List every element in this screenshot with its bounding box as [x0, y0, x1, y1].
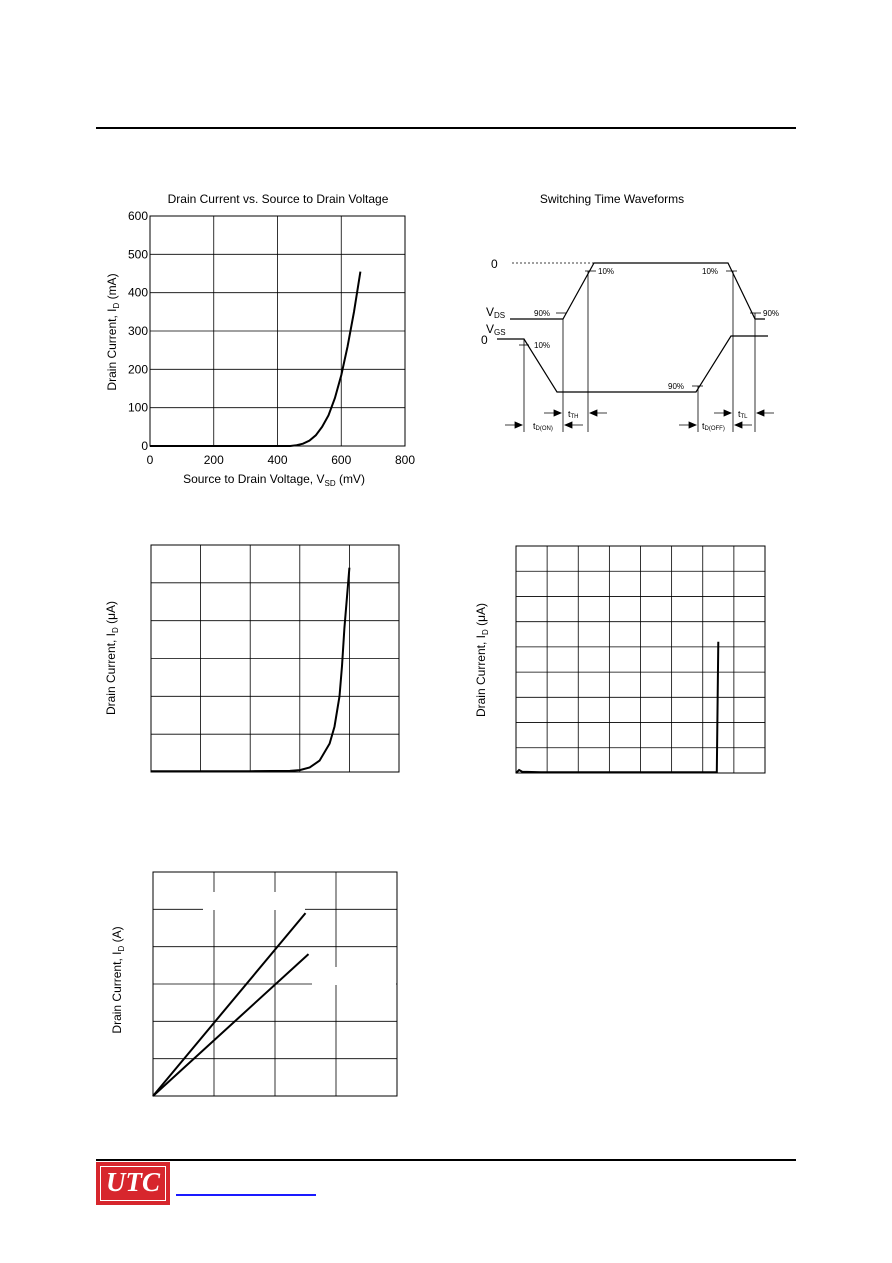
chart1-x-ticks [147, 453, 416, 467]
y-tick-label: 300 [127, 324, 148, 338]
label-10-top-right: 10% [702, 267, 719, 276]
label-90-right: 90% [763, 309, 780, 318]
label-tr: tTH [568, 409, 579, 420]
chart1-y-ticks [128, 209, 148, 453]
chart1-grid [150, 216, 405, 446]
chart5-legend-mask-top [203, 892, 305, 910]
diagram-title: Switching Time Waveforms [539, 192, 685, 206]
chart3-y-axis-label: Drain Current, $I_D$ (μA) [104, 600, 120, 716]
chart4-series-line [516, 642, 718, 773]
arrow-tr-right [590, 410, 607, 416]
y-tick-label: 100 [127, 400, 148, 415]
switching-waveform-diagram [481, 192, 779, 432]
y-tick-label: 500 [127, 247, 148, 262]
label-10-top-left: 10% [598, 267, 615, 276]
chart1-title: Drain Current vs. Source to Drain Voltage [167, 192, 389, 206]
footer-rule [96, 1159, 796, 1161]
y-tick-label: 400 [127, 285, 148, 300]
chart-drain-current-ua-left [104, 545, 399, 772]
arrow-tdoff-left [679, 422, 696, 428]
label-90-left: 90% [534, 309, 551, 318]
label-vds: VDS [486, 305, 506, 320]
y-tick-label: 600 [127, 209, 148, 223]
chart-drain-current-vs-vsd [105, 192, 415, 488]
chart1-y-axis-label: Drain Current, $I_D$ (mA) [105, 273, 121, 391]
label-tf: tTL [738, 409, 748, 420]
label-zero-top: 0 [491, 257, 498, 271]
x-tick-label: 600 [331, 453, 352, 467]
x-tick-label: 800 [394, 453, 416, 467]
arrow-tr-left [544, 410, 561, 416]
chart5-legend-mask-right [312, 967, 396, 985]
arrow-tdon-left [505, 422, 522, 428]
chart-drain-current-a [110, 872, 397, 1096]
label-vgs: VGS [486, 322, 506, 337]
arrow-tf-left [714, 410, 731, 416]
chart5-y-axis-label: Drain Current, $I_D$ (A) [110, 926, 126, 1034]
label-tdoff: tD(OFF) [702, 421, 725, 432]
x-tick-label: 400 [267, 453, 288, 467]
label-10-left: 10% [534, 341, 551, 350]
chart5-series-line-1 [153, 913, 306, 1096]
label-zero-bottom: 0 [481, 333, 488, 347]
utc-logo-text: UTC [106, 1167, 160, 1197]
chart4-y-axis-label: Drain Current, $I_D$ (μA) [474, 602, 490, 718]
chart1-x-axis-label: Source to Drain Voltage, $V_{SD}$ (mV) [183, 472, 365, 488]
utc-logo [96, 1162, 170, 1205]
arrow-tdon-right [565, 422, 583, 428]
chart1-series-line [150, 272, 360, 446]
arrow-tf-right [757, 410, 774, 416]
chart3-grid [151, 545, 399, 772]
x-tick-label: 200 [203, 453, 224, 467]
website-link-underline[interactable] [176, 1194, 316, 1196]
label-tdon: tD(ON) [533, 421, 553, 432]
arrow-tdoff-right [735, 422, 752, 428]
y-tick-label: 200 [127, 362, 148, 377]
x-tick-label: 0 [146, 453, 154, 467]
label-90-bottom: 90% [668, 382, 685, 391]
chart5-series-line-2 [153, 954, 309, 1096]
y-tick-label: 0 [141, 439, 148, 453]
chart4-grid [516, 546, 765, 773]
chart-drain-current-ua-right [474, 546, 765, 773]
